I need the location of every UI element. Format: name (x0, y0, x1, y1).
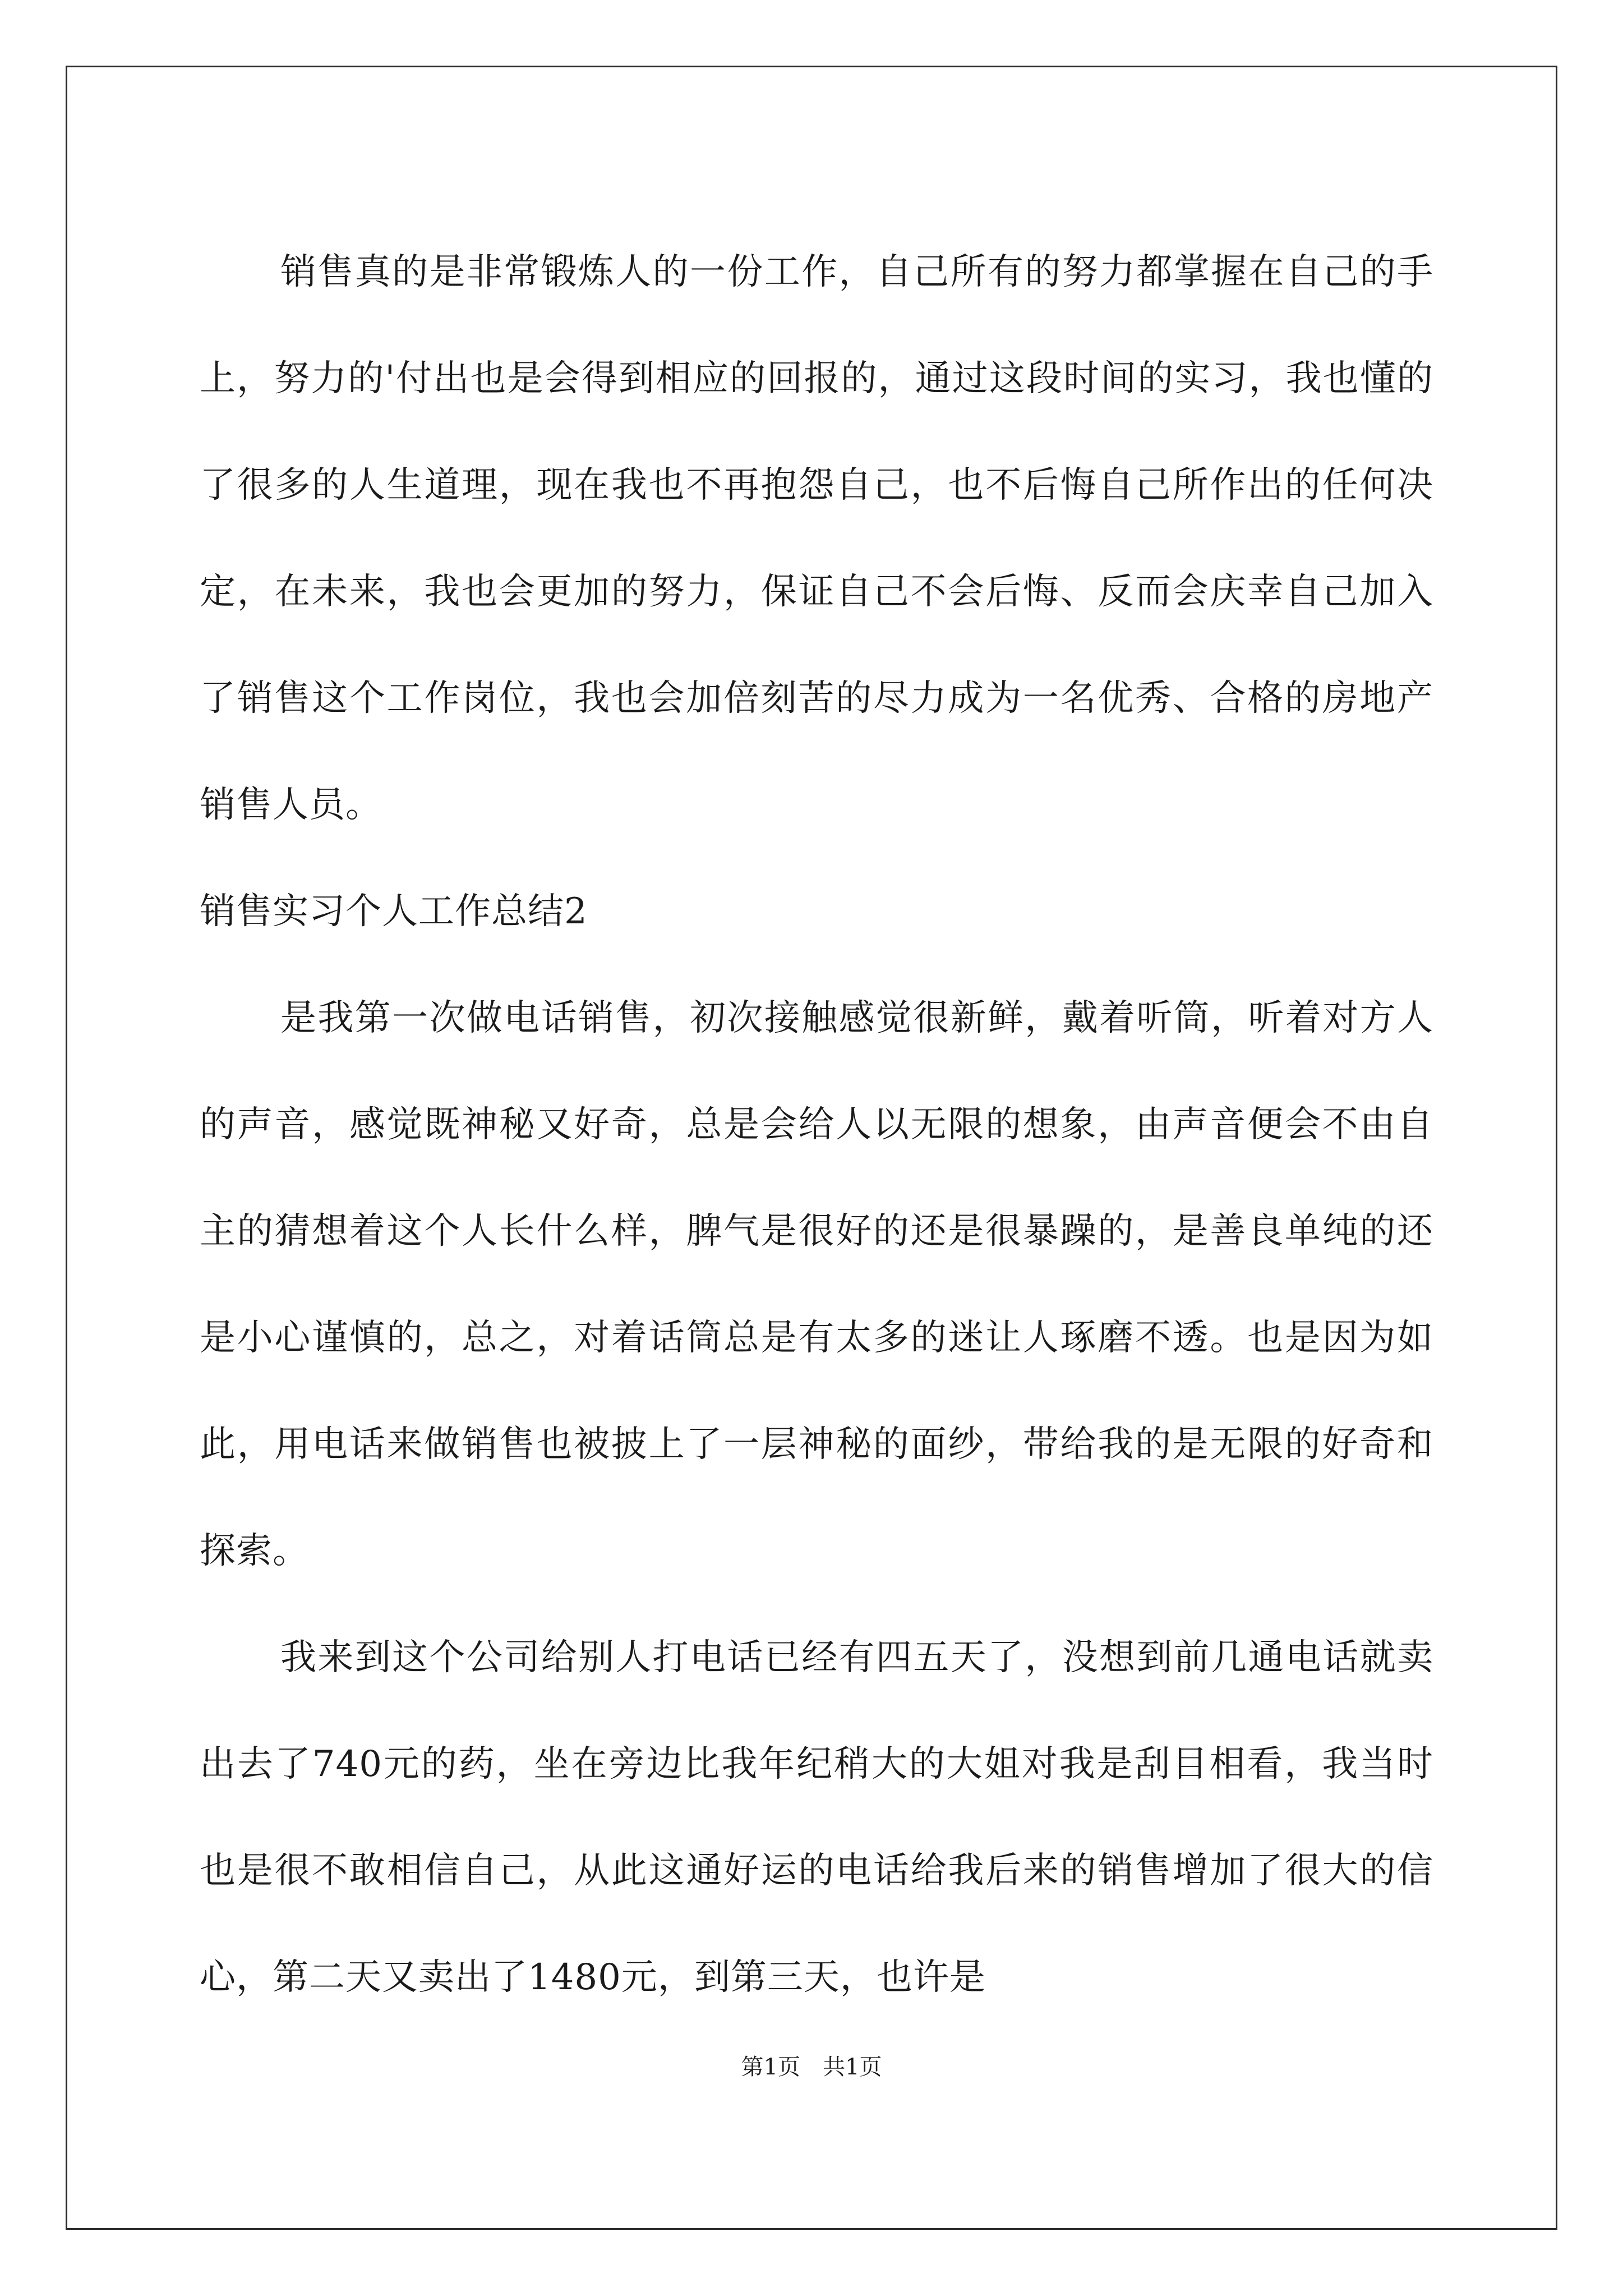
paragraph-3: 我来到这个公司给别人打电话已经有四五天了，没想到前几通电话就卖出去了740元的药，坐在旁边比我年纪稍大的大姐对我是刮目相看，我当时也是很不敢相信自己，从此这通好运的电话给我后来的销售增加了很大的信心，第二天又卖出了1480元，到第三天，也许是 (200, 1637, 1433, 1998)
section-heading: 销售实习个人工作总结2 (200, 891, 588, 932)
page-footer: 第1页 共1页 (741, 2054, 882, 2080)
paragraph-1: 销售真的是非常锻炼人的一份工作，自己所有的努力都掌握在自己的手上，努力的'付出也是会得到相应的回报的，通过这段时间的实习，我也懂的了很多的人生道理，现在我也不再抱怨自己，也不后悔自己所作出的任何决定，在未来，我也会更加的努力，保证自己不会后悔、反而会庆幸自己加入了销售这个工作岗位，我也会加倍刻苦的尽力成为一名优秀、合格的房地产销售人员。 (200, 251, 1433, 826)
document-body (200, 219, 1433, 2031)
paragraph-2: 是我第一次做电话销售，初次接触感觉很新鲜，戴着听筒，听着对方人的声音，感觉既神秘又好奇，总是会给人以无限的想象，由声音便会不由自主的猜想着这个人长什么样，脾气是很好的还是很暴躁的，是善良单纯的还是小心谨慎的，总之，对着话筒总是有太多的迷让人琢磨不透。也是因为如此，用电话来做销售也被披上了一层神秘的面纱，带给我的是无限的好奇和探索。 (200, 997, 1433, 1572)
